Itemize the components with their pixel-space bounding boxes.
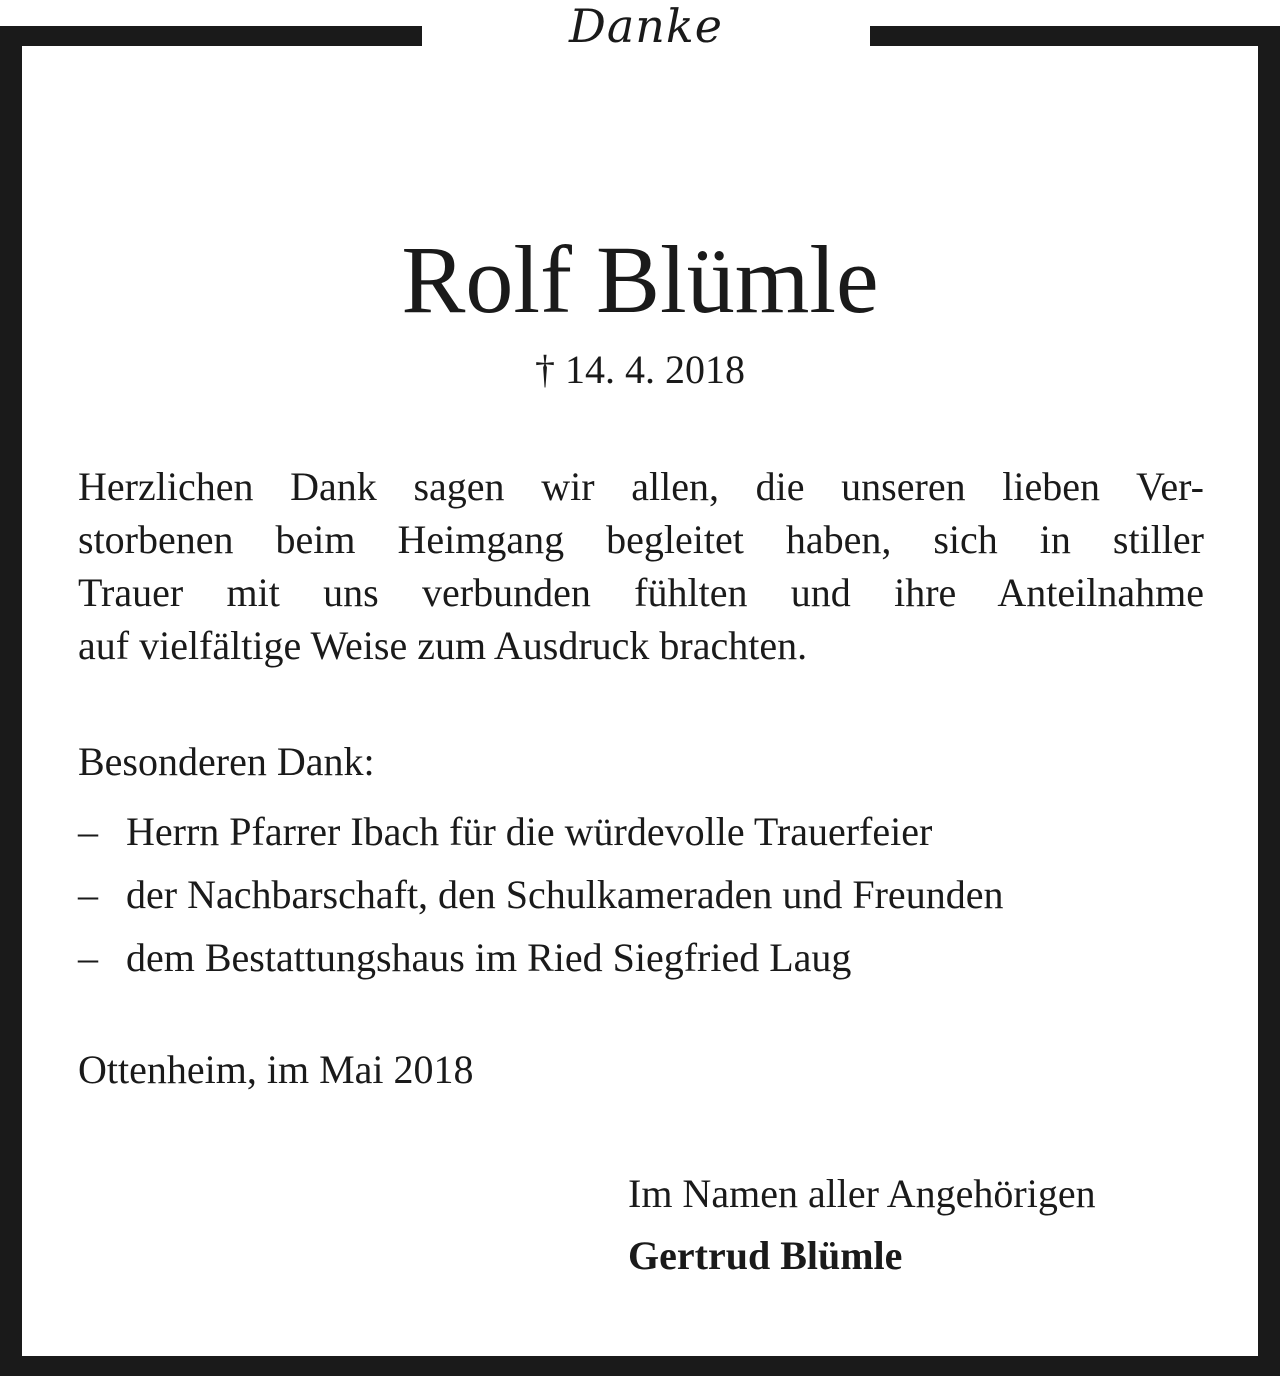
death-date: † 14. 4. 2018 (535, 347, 745, 392)
frame-top-left-bar (0, 26, 422, 46)
frame-bottom-bar (0, 1356, 1280, 1376)
special-thanks-list (78, 800, 1204, 989)
dash-bullet: – (78, 872, 98, 917)
list-item-text: Herrn Pfarrer Ibach für die würdevolle Trauerfeier (126, 809, 933, 854)
intro-paragraph (78, 460, 1204, 672)
list-item-text: der Nachbarschaft, den Schulkameraden und Freunden (126, 872, 1004, 917)
dash-bullet: – (78, 935, 98, 980)
place-date: Ottenheim, im Mai 2018 (78, 1047, 474, 1092)
frame-top-right-bar (870, 26, 1280, 46)
list-item-text: dem Bestattungshaus im Ried Siegfried Laug (126, 935, 852, 980)
list-item (78, 926, 1204, 989)
intro-line: Trauer mit uns verbunden fühlten und ihre Anteilnahme (78, 570, 1204, 615)
signoff-line: Im Namen aller Angehörigen (628, 1171, 1096, 1216)
intro-line: auf vielfältige Weise zum Ausdruck brachten. (78, 623, 808, 668)
special-thanks-title: Besonderen Dank: (78, 739, 375, 784)
deceased-name: Rolf Blümle (401, 226, 879, 333)
header-title: Danke (568, 0, 724, 53)
signer-name: Gertrud Blümle (628, 1233, 903, 1278)
list-item (78, 800, 1204, 863)
intro-line: storbenen beim Heimgang begleitet haben, sich in stiller (78, 517, 1204, 562)
list-item (78, 863, 1204, 926)
intro-line: Herzlichen Dank sagen wir allen, die unseren lieben Ver- (78, 464, 1204, 509)
dash-bullet: – (78, 809, 98, 854)
